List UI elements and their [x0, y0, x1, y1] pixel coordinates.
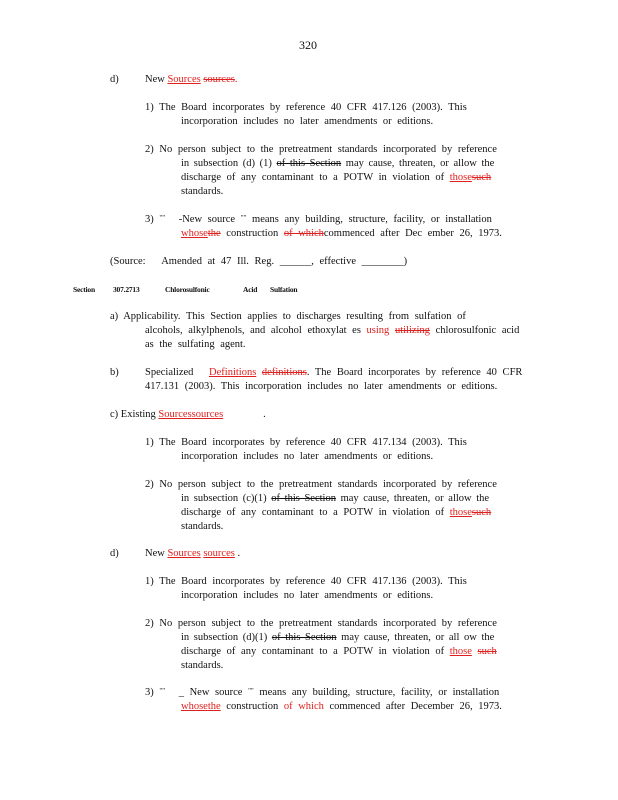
heading-text: New: [145, 74, 165, 85]
deleted-text: such: [477, 646, 497, 657]
text: discharge of any contaminant to a POTW in violation of: [181, 507, 445, 518]
blank-field: ________: [361, 256, 404, 267]
para-3-line-1: [145, 214, 492, 225]
text: chlorosulfonic acid: [435, 325, 520, 336]
deleted-text: sources: [203, 74, 235, 85]
section-title-part: Acid: [243, 285, 258, 294]
d-para-3-line-1: [145, 687, 499, 698]
text: commenced after December 26, 1973.: [329, 701, 502, 712]
text: may cause, threaten, or allow the: [345, 158, 495, 169]
source-text: ): [403, 256, 408, 267]
source-text: , effective: [311, 256, 357, 267]
section-title-part: Sulfation: [270, 285, 298, 294]
subsection-label: d): [110, 74, 119, 85]
d-para-2-line-3: [181, 646, 497, 657]
period: .: [263, 409, 266, 420]
inserted-text: Definitions: [209, 367, 257, 378]
c-para-1-line-1: 1) The Board incorporates by reference 40 CFR 417.134 (2003). This: [145, 437, 467, 448]
deleted-text: sources: [191, 409, 224, 420]
c-para-2-line-1: 2) No person subject to the pretreatment standards incorporated by reference: [145, 479, 497, 490]
text: in subsection (d) (1): [181, 158, 272, 169]
heading-text: c) Existing: [110, 409, 156, 420]
page-number: 320: [299, 38, 317, 52]
text: construction: [226, 701, 279, 712]
text: may cause, threaten, or allow the: [340, 493, 490, 504]
d-para-2-line-2: [181, 632, 494, 643]
para-2-line-1: 2) No person subject to the pretreatment standards incorporated by reference: [145, 144, 497, 155]
inserted-text: Sources: [167, 548, 201, 559]
text: may cause, threaten, or all ow the: [341, 632, 495, 643]
text: -New source: [178, 214, 236, 225]
quote-marks: "": [159, 687, 166, 695]
para-1-line-2: incorporation includes no later amendments or editions.: [181, 116, 434, 127]
text: discharge of any contaminant to a POTW in violation of: [181, 172, 445, 183]
quote-marks: "": [248, 687, 254, 695]
heading-text: New: [145, 548, 165, 559]
deleted-text: sources: [203, 548, 235, 559]
deleted-text: of which: [283, 228, 324, 239]
source-note: [110, 256, 407, 267]
section-number: 307.2713: [113, 285, 140, 294]
inserted-text: whose: [181, 701, 208, 712]
text: in subsection (d)(1): [181, 632, 268, 643]
subsection-d-heading: [145, 548, 240, 559]
subsection-a-line-3: as the sulfating agent.: [145, 339, 246, 350]
subsection-b-line-1: [145, 367, 522, 378]
para-2-line-4: standards.: [181, 186, 224, 197]
text: construction: [226, 228, 279, 239]
c-para-2-line-2: [181, 493, 489, 504]
para-2-line-3: [181, 172, 491, 183]
subsection-c-heading: [110, 409, 266, 420]
deleted-text: utilizing: [394, 325, 430, 336]
text: _ New source: [178, 687, 243, 698]
source-text: Amended at 47 Ill. Reg.: [161, 256, 275, 267]
text: Specialized: [145, 367, 194, 378]
text: means any building, structure, facility, or installation: [259, 687, 500, 698]
text: commenced after Dec ember 26, 1973.: [323, 228, 502, 239]
text: in subsection (c)(1): [181, 493, 267, 504]
deleted-text: definitions: [261, 367, 307, 378]
deleted-text: of this Section: [271, 493, 336, 504]
c-para-2-line-4: standards.: [181, 521, 224, 532]
deleted-text: the: [207, 228, 221, 239]
c-para-1-line-2: incorporation includes no later amendments or editions.: [181, 451, 434, 462]
period: .: [234, 74, 238, 85]
deleted-text: of this Section: [276, 158, 342, 169]
deleted-text: of this Section: [271, 632, 337, 643]
para-1-line-1: 1) The Board incorporates by reference 40 CFR 417.126 (2003). This: [145, 102, 467, 113]
blank-field: ______: [279, 256, 312, 267]
text: . The Board incorporates by reference 40 CFR: [306, 367, 523, 378]
inserted-text: those: [449, 646, 472, 657]
text: 3): [145, 687, 154, 698]
highlighted-text: of which: [283, 701, 324, 712]
subsection-b-line-2: 417.131 (2003). This incorporation includes no later amendments or editions.: [145, 381, 498, 392]
deleted-text: such: [471, 172, 492, 183]
text: means any building, structure, facility, or installation: [252, 214, 492, 225]
d-para-3-line-2: [181, 701, 502, 712]
quote-marks: "": [240, 214, 247, 222]
inserted-text: Sources: [158, 409, 192, 420]
deleted-text: the: [207, 701, 221, 712]
text: 3): [145, 214, 154, 225]
inserted-text: whose: [181, 228, 208, 239]
period: .: [237, 548, 241, 559]
subsection-b-label: b): [110, 367, 119, 378]
d-para-2-line-1: 2) No person subject to the pretreatment standards incorporated by reference: [145, 618, 497, 629]
subsection-a-line-2: [145, 325, 519, 336]
inserted-text: those: [449, 172, 472, 183]
section-word: Section: [73, 285, 95, 294]
c-para-2-line-3: [181, 507, 491, 518]
subsection-a-line-1: a) Applicability. This Section applies to discharges resulting from sulfation of: [110, 311, 466, 322]
text: discharge of any contaminant to a POTW in violation of: [181, 646, 445, 657]
d-para-1-line-1: 1) The Board incorporates by reference 40 CFR 417.136 (2003). This: [145, 576, 467, 587]
deleted-text: such: [471, 507, 492, 518]
quote-marks: "": [159, 214, 166, 222]
text: alcohols, alkylphenols, and alcohol ethoxylat es: [145, 325, 361, 336]
inserted-text: Sources: [167, 74, 201, 85]
subsection-d-label: d): [110, 548, 119, 559]
d-para-2-line-4: standards.: [181, 660, 224, 671]
inserted-text: those: [449, 507, 472, 518]
source-label: (Source:: [110, 256, 146, 267]
para-2-line-2: [181, 158, 494, 169]
d-para-1-line-2: incorporation includes no later amendments or editions.: [181, 590, 434, 601]
subsection-heading: [145, 74, 237, 85]
section-title-part: Chlorosulfonic: [165, 285, 210, 294]
para-3-line-2: [181, 228, 502, 239]
inserted-text: using: [366, 325, 390, 336]
